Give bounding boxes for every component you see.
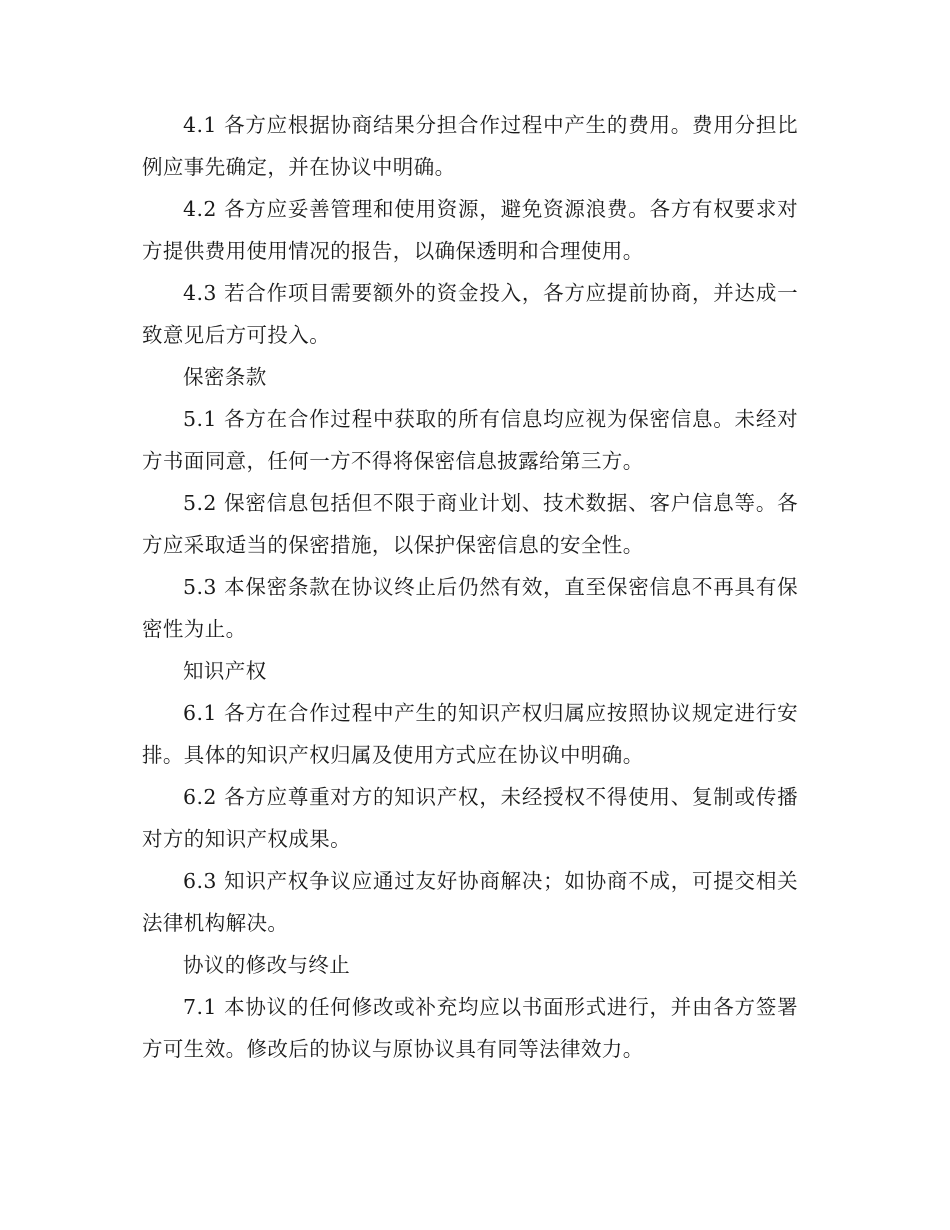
section-heading-intellectual-property: 知识产权: [183, 659, 267, 683]
clause-6-2: 6.2 各方应尊重对方的知识产权，未经授权不得使用、复制或传播对方的知识产权成果。: [142, 785, 798, 851]
clause-7-1: 7.1 本协议的任何修改或补充均应以书面形式进行，并由各方签署方可生效。修改后的协议与原协议具有同等法律效力。: [142, 995, 798, 1061]
clause-4-1: 4.1 各方应根据协商结果分担合作过程中产生的费用。费用分担比例应事先确定，并在协议中明确。: [142, 113, 798, 179]
clause-6-1: 6.1 各方在合作过程中产生的知识产权归属应按照协议规定进行安排。具体的知识产权归属及使用方式应在协议中明确。: [142, 701, 798, 767]
clause-5-2: 5.2 保密信息包括但不限于商业计划、技术数据、客户信息等。各方应采取适当的保密措施，以保护保密信息的安全性。: [142, 491, 798, 557]
clause-4-3: 4.3 若合作项目需要额外的资金投入，各方应提前协商，并达成一致意见后方可投入。: [142, 281, 798, 347]
clause-5-3: 5.3 本保密条款在协议终止后仍然有效，直至保密信息不再具有保密性为止。: [142, 575, 798, 641]
section-heading-amendment-termination: 协议的修改与终止: [183, 953, 351, 977]
clause-6-3: 6.3 知识产权争议应通过友好协商解决；如协商不成，可提交相关法律机构解决。: [142, 869, 798, 935]
clause-4-2: 4.2 各方应妥善管理和使用资源，避免资源浪费。各方有权要求对方提供费用使用情况的报告，以确保透明和合理使用。: [142, 197, 798, 263]
document-body: [142, 104, 798, 1070]
clause-5-1: 5.1 各方在合作过程中获取的所有信息均应视为保密信息。未经对方书面同意，任何一方不得将保密信息披露给第三方。: [142, 407, 798, 473]
section-heading-confidentiality: 保密条款: [183, 365, 267, 389]
